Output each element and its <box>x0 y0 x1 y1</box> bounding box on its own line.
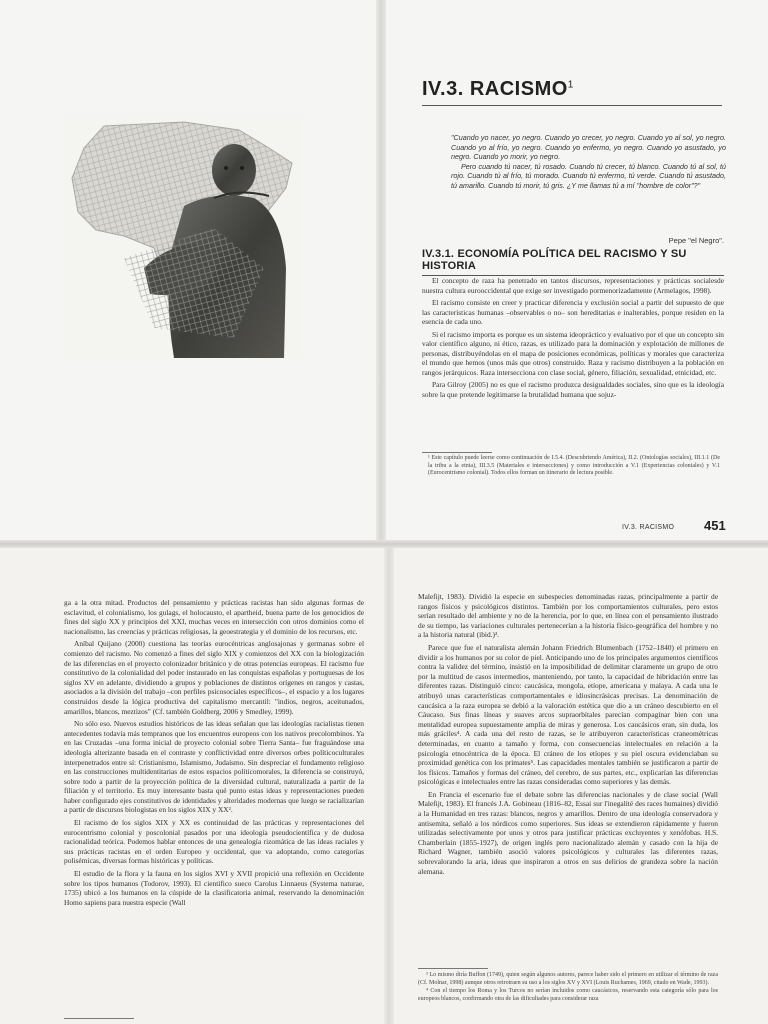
footnotes-right <box>418 972 718 1004</box>
paragraph: ga a la otra mitad. Productos del pensamiento y prácticas racistas han sido algunas formas de esclavitud, el colonialismo, los gulags, el holocausto, el apartheid, buena parte de los genocidios de fines del siglo XX y principios del XXI, muchas veces en intersección con otros dominios como el nacionalismo, las creencias y prácticas religiosas, la geoestrategia y el dominio de los recursos, etc. <box>64 598 364 636</box>
footnote-1: ¹ Este capítulo puede leerse como continuación de I.5.4. (Descubriendo América), II.2. (Ontologías sociales), III.1.1 (De la tribu a la etnia), III.3.5 (Materiales e intersecciones) y como introducción a V.1 (Experiencias coloniales) y V.1 (Eurocentrismo colonial). Todos ellos forman un itinerario de lectura posible. <box>428 455 720 477</box>
body-text-top <box>422 276 724 402</box>
epigraph-stanza-2: Pero cuando tú nacer, tú rosado. Cuando tú crecer, tú blanco. Cuando tú al sol, tú rojo. Cuando tú al frío, tú morado. Cuando tú enfermo, tú verde. Cuando tú asustado, tú amarillo. Cuando tú morir, tú gris. ¿Y me llamas tú a mí "hombre de color"?" <box>451 161 726 190</box>
epigraph-stanza-1: "Cuando yo nacer, yo negro. Cuando yo crecer, yo negro. Cuando yo al sol, yo negro. Cuando yo al frío, yo negro. Cuando yo enfermo, yo negro. Cuando yo asustado, yo negro. Cuando yo morir, yo negro. <box>451 133 726 162</box>
page-gutter-lower <box>384 545 394 1024</box>
paragraph: En Francia el escenario fue el debate sobre las diferencias nacionales y de clase social (Wall Malefijt, 1983). El francés J.A. Gobineau (1816–82, Essai sur l'inegalité des races humaines) dividió a la Humanidad en tres razas: blancos, negros y amarillos. Dentro de una ideología conservadora y antisemita, señaló a los nórdicos como superiores. Sus ideas se extendieron rápidamente y fueron utilizadas selectivamente por unos y otros para justificar prácticas excluyentes y xenófobas. H.S. Chamberlain (1855-1927), de origen inglés pero nacionalizado alemán y casado con la hija de Richard Wagner, también asoció valores psicológicos y culturales las diferentes razas, sobrevalorando la aria, ideas que inspiraron a otros en sus delirios de grandeza sobre la nación alemana. <box>418 789 718 876</box>
chapter-title: IV.3. RACISMO$^1$ <box>422 78 574 100</box>
footnote-divider-right <box>418 968 488 969</box>
left-column <box>64 598 364 910</box>
page-number: 451 <box>704 518 726 533</box>
paragraph: El concepto de raza ha penetrado en tantos discursos, representaciones y prácticas socialesde nuestra cultura eurooccidental que exige ser investigado pormenorizadamente (Armelagos, 1998). <box>422 276 724 295</box>
footnote-3: ³ Lo mismo diría Buffon (1749), quien según algunos autores, parece haber sido el primero en utilizar el término de raza (Cf. Molnar, 1998) aunque otros retrotraen su uso a los siglos XV y XVI (Louis Ruchames, 1969, citado en Wade, 1993). <box>418 972 718 986</box>
page-gutter <box>376 0 386 545</box>
footnote-4: ⁴ Con el tiempo los Roma y los Turcos no serían incluidos como caucásicos, reservando esta categoría sólo para los europeos blancos, confirmando otra de las dificultades para considerar raza <box>418 988 718 1002</box>
paragraph: No sólo eso. Nuevos estudios históricos de las ideas señalan que las ideologías racialistas tienen antecedentes todavía más tempranos que los encuentros europeos con los nativos precolombinos. Ya en las Cruzadas –una forma inicial de proyecto colonial sobre Tierra Santa– fue fraguándose una ideología alterizante basada en el contraste y conflictividad entre diversos orbes políticoculturales interpenetrados entre sí: Cristianismo, Islamismo, Judaísmo. Sin despreciar el fundamento religioso en las construcciones multidentitarias de estos espacios políticomorales, la diferencia se construyó, sobre todo a partir de la proyección política de la diversidad cultural, naturalizada a partir de la filiación y el territorio. Es muy interesante basta qué punto estas ideas y representaciones pueden haber configurado ejes constitutivos de identidades y alteridades modernas que luego se racializarían a partir de discursos biologistas en los siglos XIX y XX². <box>64 719 364 815</box>
epigraph-author: Pepe "el Negro". <box>668 236 724 245</box>
running-head: IV.3. RACISMO <box>622 524 675 531</box>
paragraph: Aníbal Quijano (2000) cuestiona las teorías eurocéntricas anglosajonas y germanas sobre el comienzo del racismo. No comenzó a fines del siglo XIX y comienzos del XX con la biologización de las diferencias en el proyecto colonizador británico y de otras potencias europeas. El racismo fue constitutivo de la colonialidad del poder instaurado en las conquistas españolas y portuguesas de los siglos XV en adelante, dividiendo a grupos y poblaciones de distintos orígenes en rangos y castas, asociados a la división del trabajo –con perfiles psicosociales específicos–, el espacio y a los lugares construidos desde la lógica productiva del capitalismo mercantil: "indios, negros, aceitunados, amarillos, blancos, meztizos" (Cf. también Goldberg, 2006 y Smedley, 1999). <box>64 639 364 716</box>
section-heading: IV.3.1. ECONOMÍA POLÍTICA DEL RACISMO Y SU HISTORIA <box>422 248 724 276</box>
title-rule <box>422 105 722 106</box>
right-column <box>418 592 718 879</box>
footnote-divider-left <box>64 1018 134 1019</box>
footnote-divider <box>422 452 492 453</box>
paragraph: Para Gilroy (2005) no es que el racismo produzca desigualdades sociales, sino que es la ideología sobre la que pretende legitimarse la brutalidad humana que sojuz- <box>422 380 724 399</box>
page-edge <box>0 540 768 548</box>
paragraph: El estudio de la flora y la fauna en los siglos XVI y XVII propició una reflexión en Occidente sobre los tipos humanos (Todorov, 1993). El científico sueco Carolus Linnaeus (Systema naturae, 1735) ubicó a los humanos en la cúspide de la clasificatoria animal, reservando la denominación Homo sapiens para nuestra especie (Wall <box>64 869 364 907</box>
paragraph: Malefijt, 1983). Dividió la especie en subespecies denominadas razas, principalmente a partir de rangos físicos y psicológicos distintos. También por los comportamientos culturales, pero estos serían resultado del ambiente y no de la herencia, por lo que, en línea con el pensamiento ilustrado de su tiempo, las variaciones culturales pertenecerían a la historia físico-geográfica del hombre y no a la historia natural (ibid.)³. <box>418 592 718 640</box>
paragraph: Parece que fue el naturalista alemán Johann Friedrich Blumenbach (1752–1840) el primero en dividir a los humanos por su color de piel. Anticipando uno de los principales argumentos científicos contra la validez del término, insistió en la imposibilidad de delimitar claramente un grupo de otro por la multitud de casos intermedios, manteniendo, por tanto, la capacidad de hibridación entre las diferentes razas. Distinguió cinco: caucásica, mongola, etíope, americana y malaya. A cada una le atribuyó unas características comportamentales e idiosincrásicas precisas. La denominación de caucásica a la raza europea se debió a la valoración estética que dio a un cráneo descubierto en el Cáucaso. Sus finas líneas y suaves arcos supraorbitales parecían compaginar bien con una mentalidad europea supuestamente amplia de miras y generosa. Los caucásicos eran, sin duda, los más gráciles⁴. A cada una del resto de razas, se le atribuyeron características craneométricas determinadas, en cuanto a tamaño y forma, con consecuencias intelectuales en relación a la psicología etnocéntrica de la época. El cráneo de los etíopes y su piel oscura evidenciaban su proximidad genética con los primates⁵. Las capacidades mentales también se justificaron a partir de los físicos. Tamaños y formas del cráneo, del cerebro, de sus partes, etc., explicarían las diferencias psicológicas e intelectuales entre las razas consideradas como superiores y las demás. <box>418 642 718 787</box>
paragraph: El racismo de los siglos XIX y XX es continuidad de las prácticas y representaciones del eurocentrismo colonial y poscolonial pasados por una ideología pseudocientífica y de dudosa racionalidad teórica. Podemos hablar entonces de una genealogía rizomática de las ideas raciales y sus prácticas racistas en el orden Europeo y occidental, que va adoptando, como categorías polisémicas, diversas formas históricas y políticas. <box>64 818 364 866</box>
paragraph: El racismo consiste en creer y practicar diferencia y exclusión social a partir del supuesto de que las características humanas –observables o no– son hereditarias e inalterables, porque residen en la esencia de cada uno. <box>422 298 724 326</box>
paragraph: Si el racismo importa es porque es un sistema ideopráctico y evaluativo por el que un concepto sin valor científico alguno, ni ético, razas, es utilizado para la dominación y explotación de millones de personas, distribuyéndolas en el mapa de posiciones económicas, políticas y morales que caracteriza el mundo que hemos (unos más que otros) construido. Raza y racismo distribuyen a la población en rangos jerárquicos. Raza intersecciona con clase social, género, filiación, sexualidad, etnicidad, etc. <box>422 329 724 377</box>
epigraph <box>451 133 726 191</box>
chapter-illustration <box>64 118 302 358</box>
footnote-mark: 1 <box>567 79 574 91</box>
